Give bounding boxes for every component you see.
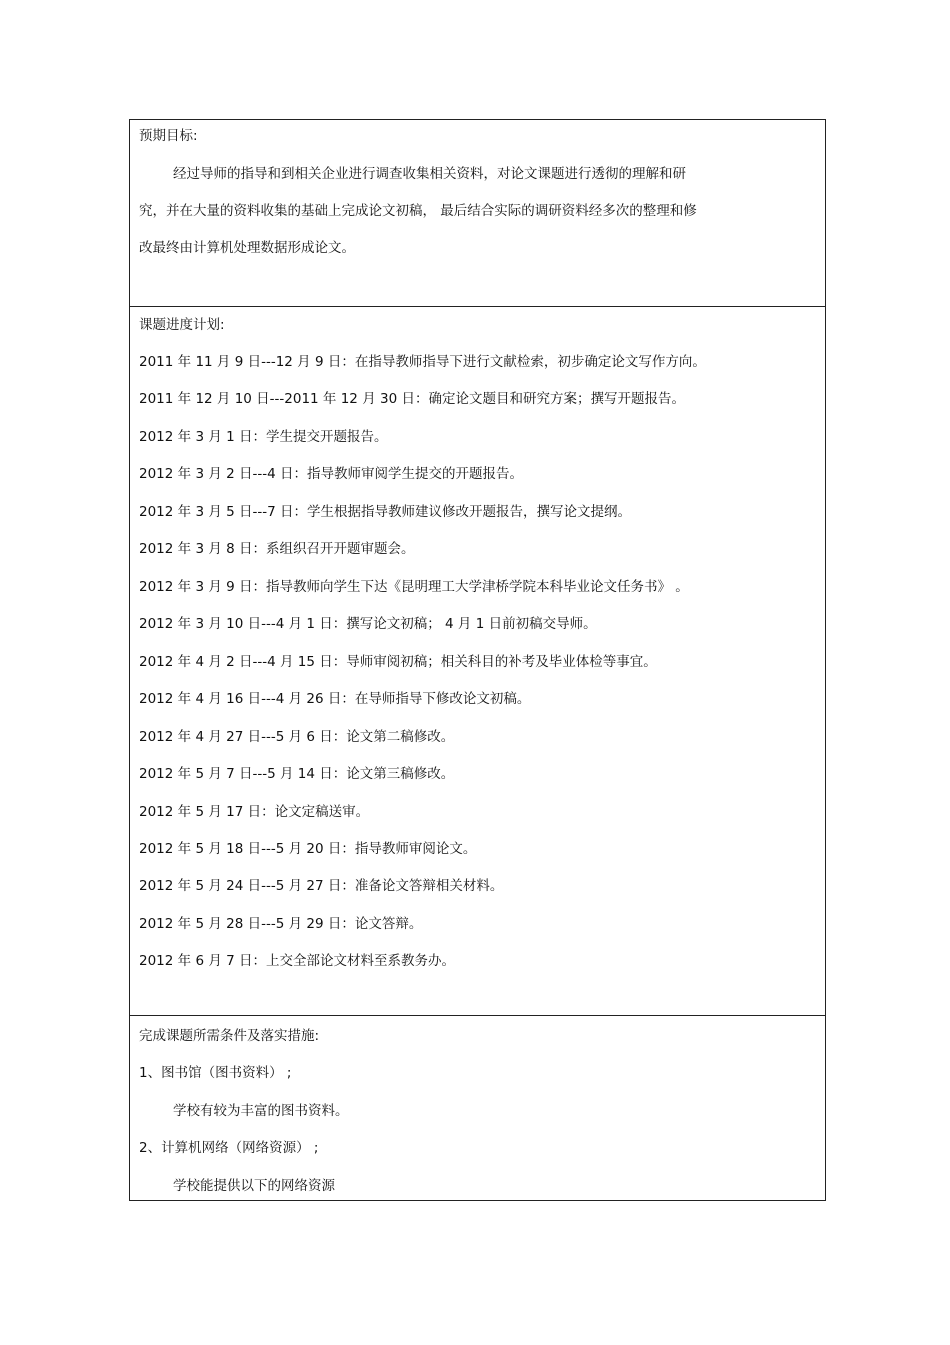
condition-item: 2、计算机网络（网络资源） ; [139,1140,319,1156]
plan-item: 2012 年 3 月 5 日---7 日：学生根据指导教师建议修改开题报告，撰写论文提纲。 [139,504,631,520]
section-heading: 预期目标: [139,128,198,144]
plan-item: 2012 年 5 月 28 日---5 月 29 日：论文答辩。 [139,916,423,932]
plan-item: 2012 年 5 月 7 日---5 月 14 日：论文第三稿修改。 [139,766,455,782]
plan-item: 2011 年 11 月 9 日---12 月 9 日：在指导教师指导下进行文献检索，初步确定论文写作方向。 [139,354,706,370]
plan-item: 2012 年 4 月 16 日---4 月 26 日：在导师指导下修改论文初稿。 [139,691,531,707]
plan-item: 2012 年 3 月 9 日：指导教师向学生下达《昆明理工大学津桥学院本科毕业论文任务书》 。 [139,579,689,595]
plan-item: 2012 年 5 月 24 日---5 月 27 日：准备论文答辩相关材料。 [139,878,504,894]
paragraph-line: 究，并在大量的资料收集的基础上完成论文初稿， 最后结合实际的调研资料经多次的整理和修 [139,203,697,219]
expected-goals-section [130,120,825,307]
paragraph-line: 改最终由计算机处理数据形成论文。 [139,240,355,256]
section-heading: 完成课题所需条件及落实措施: [139,1028,320,1044]
plan-item: 2012 年 3 月 10 日---4 月 1 日：撰写论文初稿； 4 月 1 日前初稿交导师。 [139,616,597,632]
plan-item: 2012 年 3 月 8 日：系组织召开开题审题会。 [139,541,415,557]
condition-item: 1、图书馆（图书资料） ; [139,1065,292,1081]
plan-item: 2012 年 5 月 17 日：论文定稿送审。 [139,804,370,820]
plan-item: 2012 年 3 月 2 日---4 日：指导教师审阅学生提交的开题报告。 [139,466,523,482]
condition-detail: 学校有较为丰富的图书资料。 [173,1103,349,1119]
plan-item: 2012 年 5 月 18 日---5 月 20 日：指导教师审阅论文。 [139,841,477,857]
form-table [129,119,826,1201]
section-heading: 课题进度计划: [139,317,225,333]
plan-item: 2012 年 4 月 2 日---4 月 15 日：导师审阅初稿；相关科目的补考及毕业体检等事宜。 [139,654,657,670]
progress-plan-section [130,307,825,1016]
plan-item: 2012 年 3 月 1 日：学生提交开题报告。 [139,429,388,445]
condition-detail: 学校能提供以下的网络资源 [173,1178,335,1194]
conditions-section [130,1016,825,1201]
plan-item: 2012 年 4 月 27 日---5 月 6 日：论文第二稿修改。 [139,729,455,745]
plan-item: 2012 年 6 月 7 日：上交全部论文材料至系教务办。 [139,953,455,969]
paragraph-line: 经过导师的指导和到相关企业进行调查收集相关资料，对论文课题进行透彻的理解和研 [173,166,686,182]
plan-item: 2011 年 12 月 10 日---2011 年 12 月 30 日：确定论文题目和研究方案；撰写开题报告。 [139,391,685,407]
